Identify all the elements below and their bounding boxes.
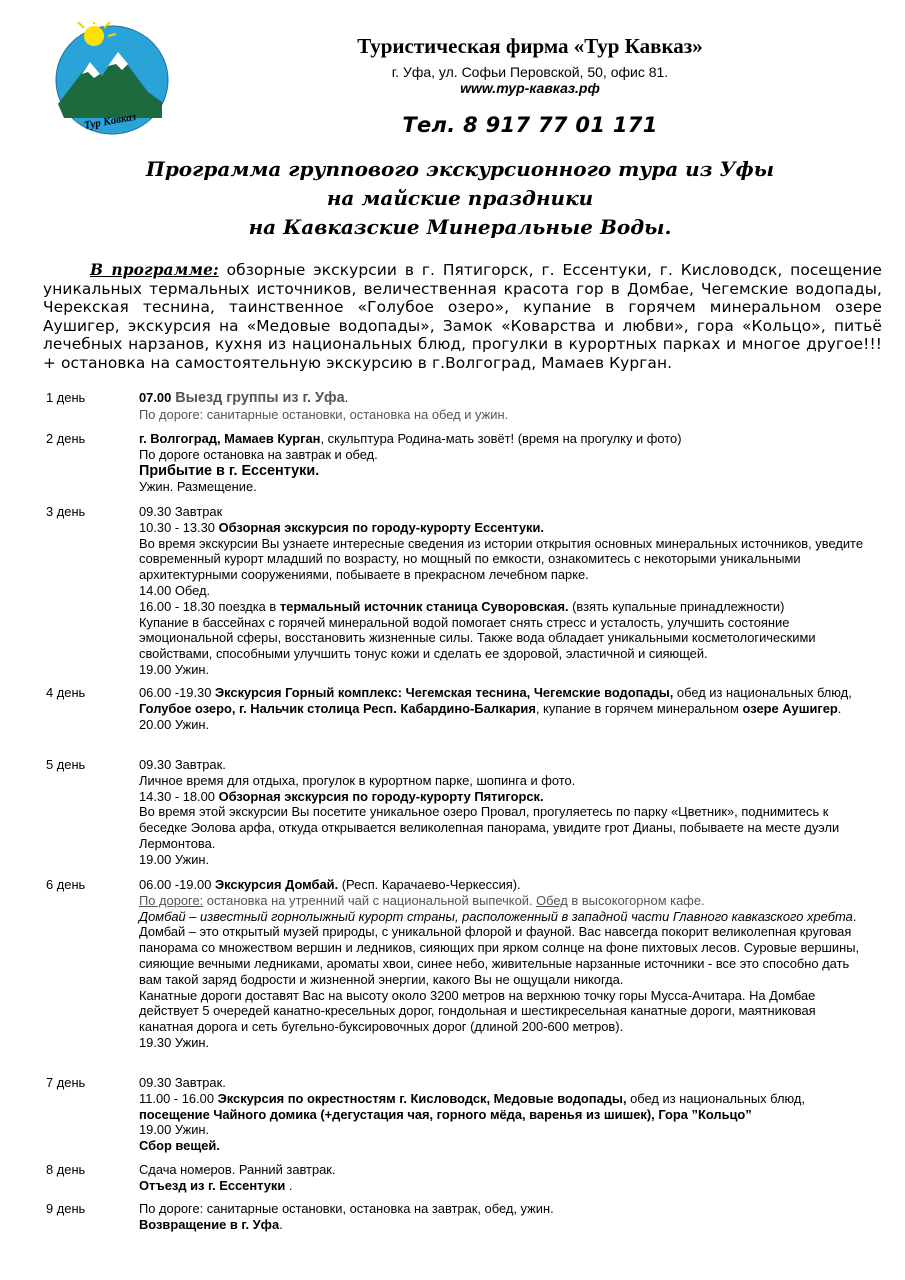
intro-text: обзорные экскурсии в г. Пятигорск, г. Ессентуки, г. Кисловодск, посещение уникальных термальных источников, величественная красота гор в Домбае, Чегемские водопады, Черекская теснина, таинственное «Голубое озеро», купание в горячем минеральном озере Аушигер, экскурсия на «Медовые водопады», Замок «Коварства и любви», гора «Кольцо», питьё лечебных нарзанов, кухня из национальных блюд, прогулки в курортных парках и многое другое!!! + остановка на самостоятельную экскурсию в г.Волгоград, Мамаев Курган. [43, 261, 882, 372]
tour-text-2: , купание в горячем минеральном [535, 700, 743, 716]
tour-title: Экскурсия по окрестностям г. Кисловодск, Медовые водопады, [217, 1090, 627, 1106]
punct: . [285, 1177, 293, 1193]
tour-time: 14.30 - 18.00 [139, 788, 219, 804]
company-website[interactable]: www.тур-кавказ.рф [460, 80, 600, 96]
tour-region: (Респ. Карачаево-Черкессия). [338, 877, 521, 892]
tour-title: Экскурсия Домбай. [214, 877, 339, 892]
tour-time: 10.30 - 13.30 [139, 519, 219, 535]
day-content [139, 1075, 869, 1154]
packing: Сбор вещей. [139, 1138, 220, 1154]
punct: . [279, 1216, 283, 1232]
day-content [139, 1162, 869, 1194]
lunch: 14.00 Обед. [139, 582, 211, 598]
title-line-1: Программа группового экскурсионного тура из Уфы [145, 157, 775, 181]
title-line-3: на Кавказские Минеральные Воды. [248, 215, 672, 239]
cableway-description: Канатные дороги доставят Вас на высоту около 3200 метров на верхнюю точку горы Мусса-Ачитара. На Домбае действует 5 очередей канатно-кресельных дорог, гондольная и шестикресельная канатные дороги, маятниковая канатная дорога и сеть бугельно-буксировочных дорог (длиной 200-600 метров). [139, 987, 816, 1035]
day-label: 1 день [46, 390, 86, 405]
day-label: 8 день [46, 1162, 86, 1177]
dinner: 19.30 Ужин. [139, 1034, 210, 1050]
day-label: 3 день [46, 504, 86, 519]
dombay-intro: Домбай – известный горнолыжный курорт страны, расположенный в западной части Главного кавказского хребта [139, 908, 853, 924]
dinner: 19.00 Ужин. [139, 1122, 210, 1138]
day-label: 4 день [46, 685, 86, 700]
tour-description: Во время этой экскурсии Вы посетите уникальное озеро Провал, прогуляетесь по парку «Цветник», поднимитесь к беседке Эолова арфа, откуда открывается великолепная панорама, увидите грот Дианы, побываете на месте дуэли Лермонтова. [139, 804, 840, 851]
lunch-label: Обед [536, 892, 568, 908]
volgograd-title: г. Волгоград, Мамаев Курган [139, 431, 321, 446]
day-label: 2 день [46, 431, 86, 446]
program-title [60, 155, 860, 242]
company-name: Туристическая фирма «Тур Кавказ» [357, 34, 703, 58]
tour-places: посещение Чайного домика (+дегустация чая, горного мёда, варенья из шишек), Гора ”Кольцо” [139, 1106, 752, 1122]
breakfast: 09.30 Завтрак [139, 504, 223, 519]
title-line-2: на майские праздники [326, 186, 594, 210]
day-label: 7 день [46, 1075, 86, 1090]
lake-name: озере Аушигер [742, 700, 838, 716]
tour-places: Голубое озеро, г. Нальчик столица Респ. Кабардино-Балкария [139, 700, 536, 716]
road-stops: По дороге: санитарные остановки, остановка на завтрак, обед, ужин. [139, 1201, 554, 1216]
dombay-description: . Домбай – это открытый музей природы, с уникальной флорой и фауной. Вас навсегда покорит великолепная круговая панорама со множеством вершин и ледников, сияющих при ярком солнце на фоне пихтовых лесов. Суровые вершины, сияющие вечными ледниками, ароматы хвои, синее небо, живительные нарзанные источники - все это способно дать вам такой заряд бодрости и жизненной энергии, какого Вы не ощущали никогда. [139, 908, 860, 987]
company-logo [44, 22, 180, 138]
punct: . [837, 700, 842, 716]
tour-time: 06.00 -19.00 [139, 877, 215, 892]
tour-title: Обзорная экскурсия по городу-курорту Пятигорск. [218, 788, 544, 804]
day-label: 6 день [46, 877, 86, 892]
breakfast: 09.30 Завтрак. [139, 757, 226, 772]
day-content [139, 504, 869, 678]
tour-description: Во время экскурсии Вы узнаете интересные сведения из истории открытия основных минеральных источников, уведите современный курорт младший по возрасту, но мощный по емкости, ознакомитесь с некоторыми уникальными архитектурными сооружениями, побываете в прекрасном лечебном парке. [139, 535, 863, 583]
dinner: 19.00 Ужин. [139, 661, 210, 677]
checkout: Сдача номеров. Ранний завтрак. [139, 1162, 336, 1177]
day-content [139, 390, 869, 423]
trip-title: термальный источник станица Суворовская. [279, 598, 569, 614]
departure-text: Отъезд из г. Ессентуки [139, 1177, 286, 1193]
arrival-text: Прибытие в г. Ессентуки. [139, 462, 320, 479]
tour-time: 06.00 -19.30 [139, 685, 215, 700]
company-phone: Тел. 8 917 77 01 171 [402, 113, 658, 137]
departure-time: 07.00 [139, 390, 172, 405]
trip-note: (взять купальные принадлежности) [568, 598, 785, 614]
day-label: 5 день [46, 757, 86, 772]
breakfast: 09.30 Завтрак. [139, 1075, 226, 1090]
company-address: г. Уфа, ул. Софьи Перовской, 50, офис 81. [391, 64, 669, 80]
tour-text: обед из национальных блюд, [626, 1090, 805, 1106]
day-label: 9 день [46, 1201, 86, 1216]
tour-title: Обзорная экскурсия по городу-курорту Ессентуки. [218, 519, 545, 535]
tour-text: обед из национальных блюд, [673, 685, 852, 700]
trip-description: Купание в бассейнах с горячей минеральной водой помогает снять стресс и усталость, улучшить состояние эмоциональной сферы, восстановить жизненные силы. Также вода обладает уникальными косметологическими свойствами, способными улучшить тонус кожи и сделать ее здоровой, эластичной и сияющей. [139, 614, 816, 662]
road-text: остановка на утренний чай с национальной выпечкой. [203, 892, 537, 908]
day-content [139, 685, 869, 732]
departure-text: Выезд группы из г. Уфа [171, 390, 345, 406]
logo-text: Тур Кавказ [83, 110, 137, 132]
tour-title: Экскурсия Горный комплекс: Чегемская теснина, Чегемские водопады, [214, 685, 674, 700]
punct: . [344, 390, 349, 405]
lunch-text: в высокогорном кафе. [567, 892, 705, 908]
day-content [139, 431, 869, 495]
free-time: Личное время для отдыха, прогулок в курортном парке, шопинга и фото. [139, 772, 576, 788]
program-intro [43, 261, 882, 373]
tour-time: 11.00 - 16.00 [139, 1090, 218, 1106]
day-content [139, 757, 869, 868]
volgograd-text: , скульптура Родина-мать зовёт! (время на прогулку и фото) [320, 431, 682, 446]
road-stops: По дороге: санитарные остановки, остановка на обед и ужин. [139, 406, 509, 422]
intro-lead: В программе: [90, 261, 219, 279]
return-text: Возвращение в г. Уфа [139, 1216, 280, 1232]
dinner: 19.00 Ужин. [139, 851, 210, 867]
trip-time: 16.00 - 18.30 поездка в [139, 598, 280, 614]
day-content [139, 877, 869, 1051]
road-label: По дороге: [139, 892, 204, 908]
day-content [139, 1201, 869, 1233]
dinner: 20.00 Ужин. [139, 716, 210, 732]
evening-text: Ужин. Размещение. [139, 479, 257, 495]
road-stops: По дороге остановка на завтрак и обед. [139, 446, 378, 462]
